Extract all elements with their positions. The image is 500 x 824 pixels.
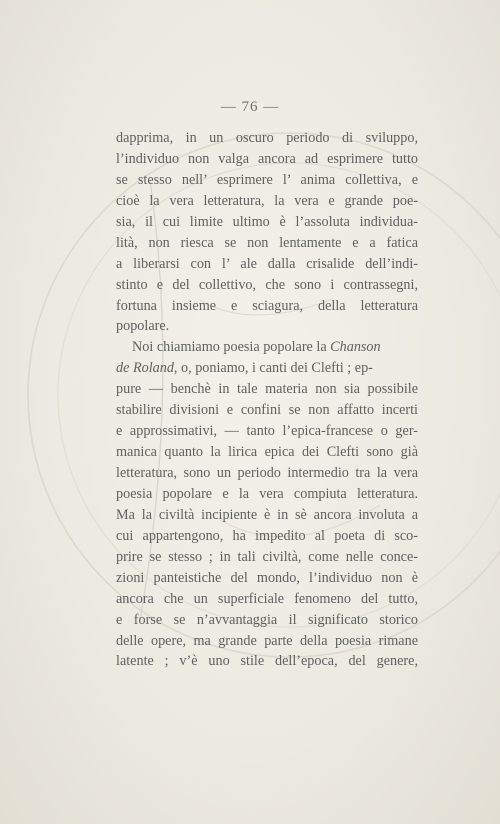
text-line: letteratura, sono un periodo intermedio tra la vera [116, 465, 418, 481]
italic-title-fragment: Chanson [330, 339, 381, 356]
text-line: latente ; v’è uno stile dell’epoca, del genere, [116, 653, 418, 670]
text-line: e forse se n’avvantaggia il significato storico [116, 611, 418, 628]
text-fragment: , o, poniamo, i canti dei Clefti ; ep- [173, 360, 373, 377]
text-line: e approssimativi, — tanto l’epica-francese o ger- [116, 423, 418, 440]
paragraph-1 [116, 128, 418, 337]
text-line: l’individuo non valga ancora ad esprimere tutto [116, 150, 418, 167]
text-line: ancora che un superficiale fenomeno del tutto, [116, 590, 418, 607]
text-line: stinto e del collettivo, che sono i contrassegni, [116, 276, 418, 293]
text-fragment: Noi chiamiamo poesia popolare la [132, 339, 331, 356]
italic-title-fragment: de Roland [116, 360, 174, 377]
text-line: a liberarsi con l’ ale dalla crisalide dell’indi- [116, 255, 418, 272]
text-line: poesia popolare e la vera compiuta letteratura. [116, 485, 418, 502]
text-line: zioni panteistiche del mondo, l’individuo non è [116, 569, 418, 586]
text-line: manica quanto la lirica epica dei Clefti sono già [116, 444, 418, 461]
text-line: sia, il cui limite ultimo è l’assoluta individua- [116, 213, 418, 230]
text-line: prire se stesso ; in tali civiltà, come nelle conce- [116, 548, 418, 565]
paragraph-2 [116, 337, 418, 672]
text-line: se stesso nell’ esprimere l’ anima collettiva, e [116, 171, 418, 188]
text-line: Ma la civiltà incipiente è in sè ancora involuta a [116, 506, 418, 523]
text-line: fortuna insieme e sciagura, della letteratura [116, 297, 418, 314]
text-line: dapprima, in un oscuro periodo di sviluppo, [116, 130, 418, 146]
text-line: pure — benchè in tale materia non sia possibile [116, 381, 418, 398]
body-text [116, 128, 418, 672]
text-line: lità, non riesca se non lentamente e a fatica [116, 234, 418, 251]
text-line [116, 358, 418, 379]
text-line: stabilire divisioni e confini se non affatto incerti [116, 402, 418, 419]
text-line: popolare. [116, 318, 170, 335]
text-line [116, 337, 418, 358]
text-line: cioè la vera letteratura, la vera e grande poe- [116, 192, 418, 209]
text-line: cui appartengono, ha impedito al poeta di sco- [116, 527, 418, 544]
page-number: — 76 — [220, 99, 280, 115]
text-line: delle opere, ma grande parte della poesia rimane [116, 632, 418, 649]
